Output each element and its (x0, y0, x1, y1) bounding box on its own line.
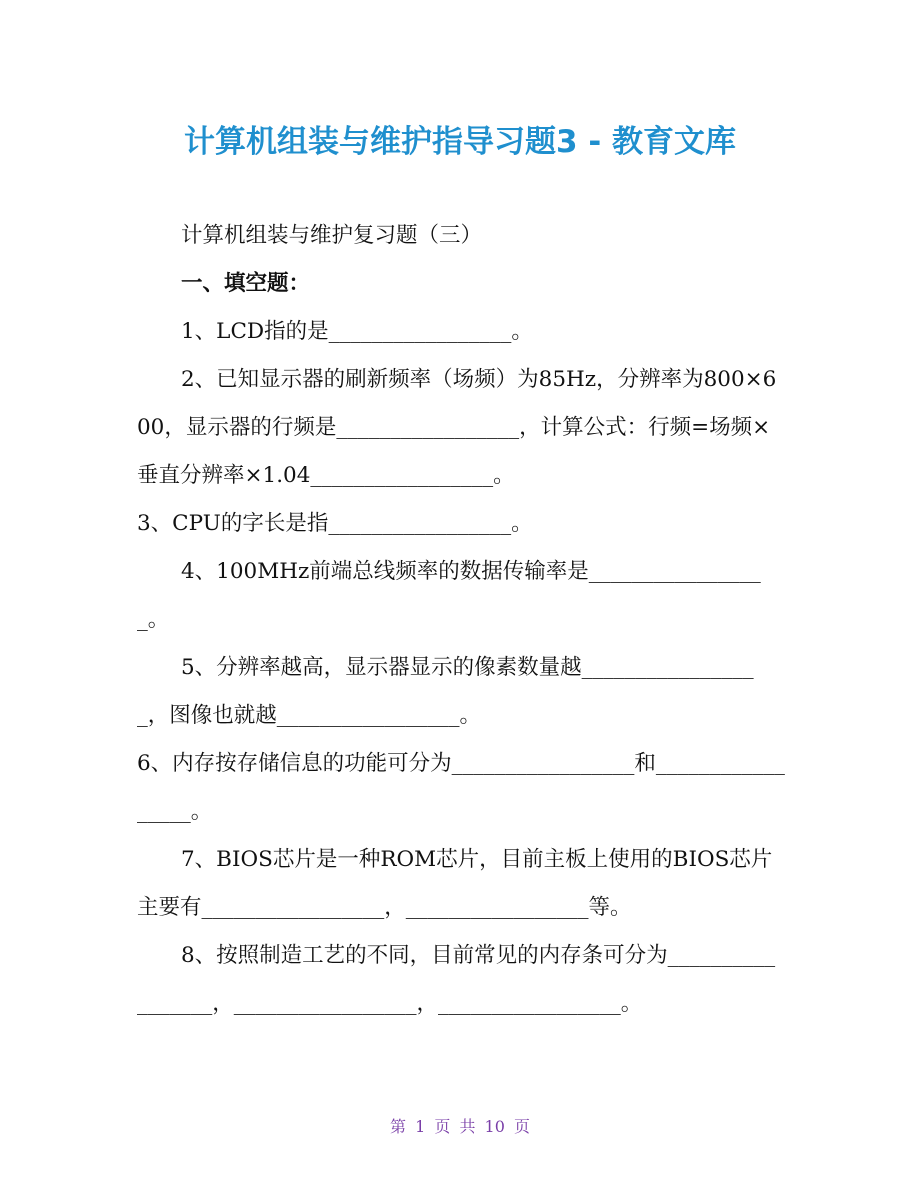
question-8: 8、按照制造工艺的不同，目前常见的内存条可分为_________________，_________________，_________________。 (137, 943, 776, 1016)
section-heading: 一、填空题： (181, 271, 311, 296)
question-4: 4、100MHz前端总线频率的数据传输率是_________________。 (137, 559, 761, 632)
question-1: 1、LCD指的是_________________。 (181, 319, 533, 344)
document-title: 计算机组装与维护指导习题3 - 教育文库 (183, 124, 737, 160)
question-2: 2、已知显示器的刷新频率（场频）为85Hz，分辨率为800×600，显示器的行频是_________________，计算公式：行频=场频×垂直分辨率×1.04_________________。 (137, 367, 777, 488)
question-3: 3、CPU的字长是指_________________。 (137, 511, 533, 536)
document-subtitle: 计算机组装与维护复习题（三） (181, 223, 483, 248)
document-body (137, 212, 785, 1028)
question-6: 6、内存按存储信息的功能可分为_________________和_________________。 (137, 751, 785, 824)
question-5: 5、分辨率越高，显示器显示的像素数量越_________________，图像也就越_________________。 (137, 655, 754, 728)
question-7: 7、BIOS芯片是一种ROM芯片，目前主板上使用的BIOS芯片主要有_________________，_________________等。 (137, 847, 773, 920)
page-footer: 第 1 页 共 10 页 (390, 1117, 530, 1136)
